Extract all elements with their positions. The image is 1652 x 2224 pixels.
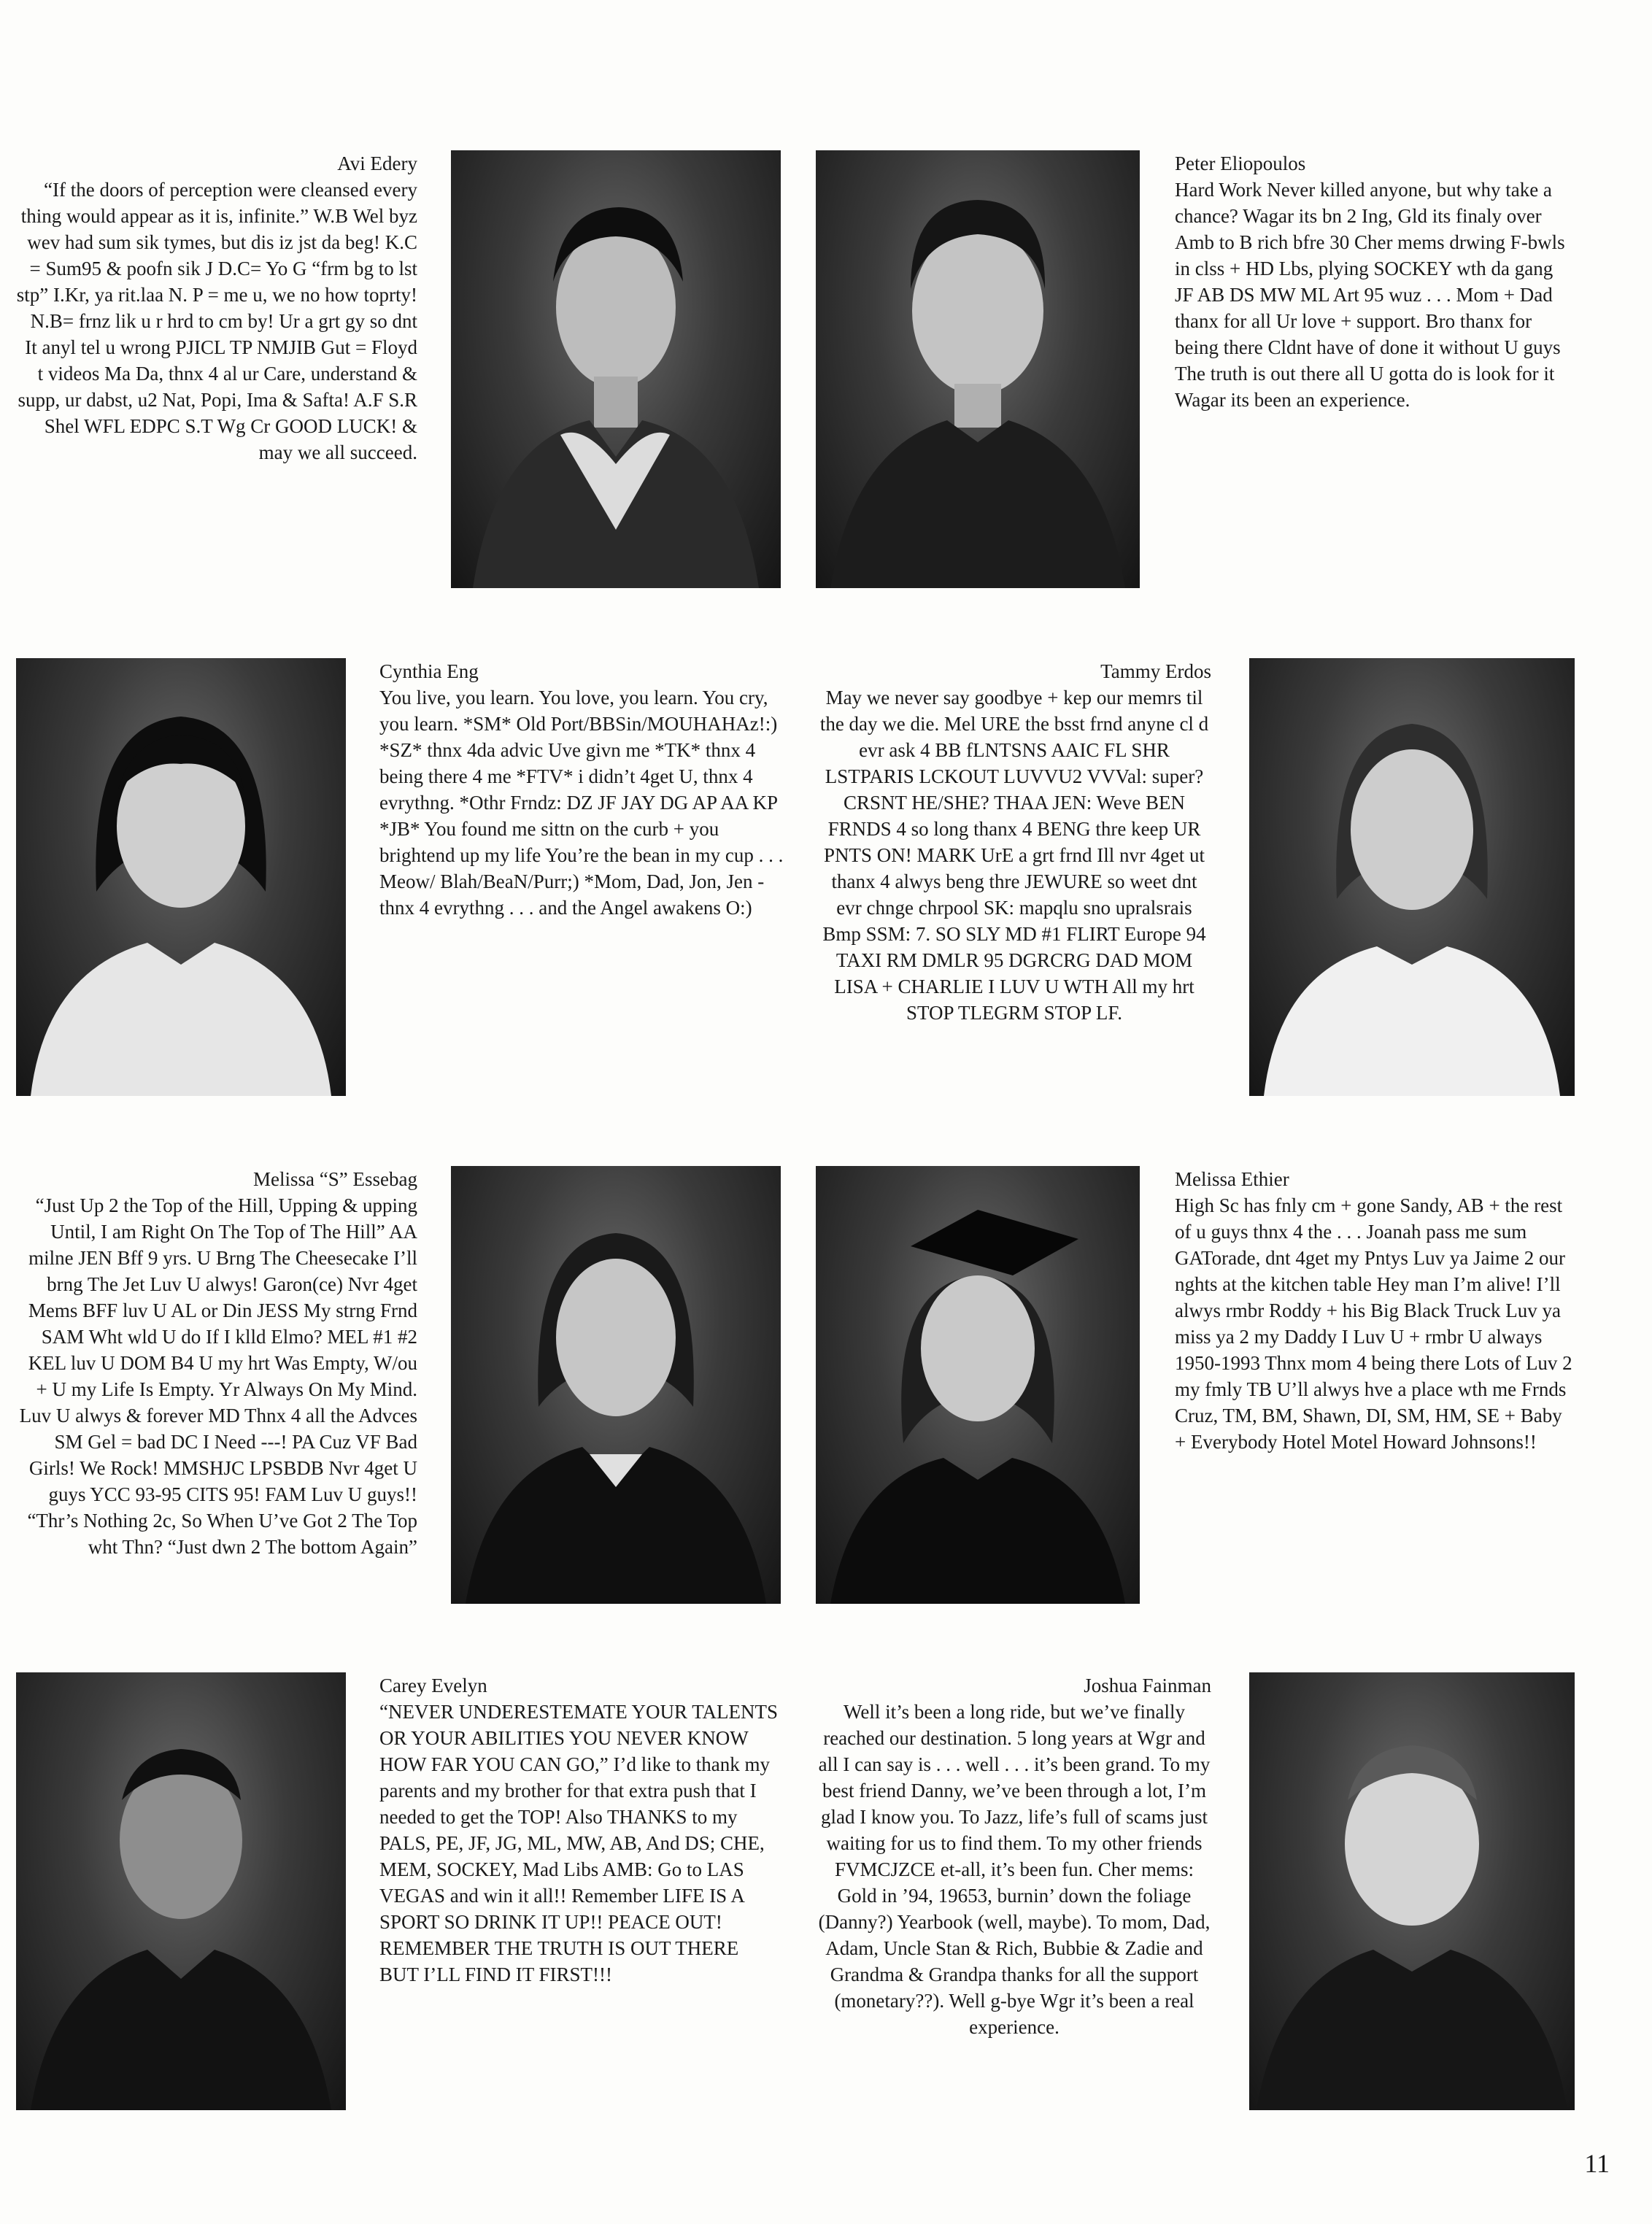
entry-carey-evelyn xyxy=(379,1672,781,1988)
student-message: “If the doors of perception were cleansed every thing would appear as it is, infinite.” W.B Wel byz wev had sum sik tymes, but dis iz jst da beg! K.C = Sum95 & poofn sik J D.C= Yo G “frm bg to lst stp” I.Kr, ya rit.laa N. P = me u, we no how toprty! N.B= frnz lik u r hrd to cm by! Ur a grt gy so dnt It anyl tel u wrong PJICL TP NMJIB Gut = Floyd t videos Ma Da, thnx 4 al ur Care, understand & supp, ur dabst, u2 Nat, Popi, Ima & Safta! A.F S.R Shel WFL EDPC S.T Wg Cr GOOD LUCK! & may we all succeed. xyxy=(16,179,417,463)
page-number: 11 xyxy=(1584,2149,1610,2178)
portrait-photo-peter-eliopoulos xyxy=(816,150,1140,588)
student-name: Peter Eliopoulos xyxy=(1175,152,1306,174)
student-message: You live, you learn. You love, you learn. You cry, you learn. *SM* Old Port/BBSin/MOUHAHAz!:) *SZ* thnx 4da advic Uve givn me *TK* thnx 4 being there 4 me *FTV* i didn’t 4get U, thnx 4 evrythng. *Othr Frndz: DZ JF JAY DG AP AA KP *JB* You found me sittn on the curb + you brightend up my life You’re the bean in my cup . . . Meow/ Blah/BeaN/Purr;) *Mom, Dad, Jon, Jen - thnx 4 evrythng . . . and the Angel awakens O:) xyxy=(379,687,784,919)
portrait-photo-melissa-essebag xyxy=(451,1166,781,1604)
student-name: Cynthia Eng xyxy=(379,660,479,682)
portrait-photo-avi-edery xyxy=(451,150,781,588)
student-message: Well it’s been a long ride, but we’ve finally reached our destination. 5 long years at Wgr and all I can say is . . . well . . . it’s been grand. To my best friend Danny, we’ve been through a lot, I’m glad I know you. To Jazz, life’s full of scams just waiting for us to find them. To my other friends FVMCJZCE et-all, it’s been fun. Cher mems: Gold in ’94, 19653, burnin’ down the foliage (Danny?) Yearbook (well, maybe). To mom, Dad, Adam, Uncle Stan & Rich, Bubbie & Zadie and Grandma & Grandpa thanks for all the support (monetary??). Well g-bye Wgr it’s been a real experience. xyxy=(818,1701,1211,2038)
entry-avi-edery xyxy=(16,150,417,466)
student-name: Avi Edery xyxy=(337,152,417,174)
student-message: High Sc has fnly cm + gone Sandy, AB + the rest of u guys thnx 4 the . . . Joanah pass me sum GATorade, dnt 4get my Pntys Luv ya Jaime 2 our nghts at the kitchen table Hey man I’m alive! I’ll alwys rmbr Roddy + his Big Black Truck Luv ya miss ya 2 my Daddy I Luv U + rmbr U always 1950-1993 Thnx mom 4 being there Lots of Luv 2 my fmly TB U’ll alwys hve a place wth me Frnds Cruz, TM, BM, Shawn, DI, SM, HM, SE + Baby + Everybody Hotel Motel Howard Johnsons!! xyxy=(1175,1194,1572,1453)
student-name: Melissa Ethier xyxy=(1175,1168,1289,1190)
student-name: Joshua Fainman xyxy=(1084,1675,1211,1696)
entry-peter-eliopoulos xyxy=(1175,150,1575,413)
entry-melissa-essebag xyxy=(16,1166,417,1560)
entry-tammy-erdos xyxy=(817,658,1211,1026)
portrait-photo-carey-evelyn xyxy=(16,1672,346,2110)
student-message: Hard Work Never killed anyone, but why take a chance? Wagar its bn 2 Ing, Gld its finaly over Amb to B rich bfre 30 Cher mems drwing F-bwls in clss + HD Lbs, plying SOCKEY wth da gang JF AB DS MW ML Art 95 wuz . . . Mom + Dad thanx for all Ur love + support. Bro thanx for being there Cldnt have of done it without U guys The truth is out there all U gotta do is look for it Wagar its been an experience. xyxy=(1175,179,1565,411)
student-message: “NEVER UNDERESTEMATE YOUR TALENTS OR YOUR ABILITIES YOU NEVER KNOW HOW FAR YOU CAN GO,” I’d like to thank my parents and my brother for that extra push that I needed to get the TOP! Also THANKS to my PALS, PE, JF, JG, ML, MW, AB, And DS; CHE, MEM, SOCKEY, Mad Libs AMB: Go to LAS VEGAS and win it all!! Remember LIFE IS A SPORT SO DRINK IT UP!! PEACE OUT! REMEMBER THE TRUTH IS OUT THERE BUT I’LL FIND IT FIRST!!! xyxy=(379,1701,779,1985)
student-message: “Just Up 2 the Top of the Hill, Upping & upping Until, I am Right On The Top of The Hill” AA milne JEN Bff 9 yrs. U Brng The Cheesecake I’ll brng The Jet Luv U alwys! Garon(ce) Nvr 4get Mems BFF luv U AL or Din JESS My strng Frnd SAM Wht wld U do If I klld Elmo? MEL #1 #2 KEL luv U DOM B4 U my hrt Was Empty, W/ou + U my Life Is Empty. Yr Always On My Mind. Luv U alwys & forever MD Thnx 4 all the Advces SM Gel = bad DC I Need ---! PA Cuz VF Bad Girls! We Rock! MMSHJC LPSBDB Nvr 4get U guys YCC 93-95 CITS 95! FAM Luv U guys!! “Thr’s Nothing 2c, So When U’ve Got 2 The Top wht Thn? “Just dwn 2 The bottom Again” xyxy=(19,1194,417,1558)
portrait-photo-melissa-ethier xyxy=(816,1166,1140,1604)
portrait-photo-cynthia-eng xyxy=(16,658,346,1096)
student-name: Carey Evelyn xyxy=(379,1675,487,1696)
student-name: Melissa “S” Essebag xyxy=(253,1168,417,1190)
student-message: May we never say goodbye + kep our memrs til the day we die. Mel URE the bsst frnd anyne cl d evr ask 4 BB fLNTSNS AAIC FL SHR LSTPARIS LCKOUT LUVVU2 VVVal: super? CRSNT HE/SHE? THAA JEN: Weve BEN FRNDS 4 so long thanx 4 BENG thre keep UR PNTS ON! MARK UrE a grt frnd Ill nvr 4get ut thanx 4 alwys beng thre JEWURE so weet dnt evr chnge chrpool SK: mapqlu sno upralsrais Bmp SSM: 7. SO SLY MD #1 FLIRT Europe 94 TAXI RM DMLR 95 DGRCRG DAD MOM LISA + CHARLIE I LUV U WTH All my hrt STOP TLEGRM STOP LF. xyxy=(819,687,1209,1024)
entry-cynthia-eng xyxy=(379,658,788,921)
entry-melissa-ethier xyxy=(1175,1166,1575,1455)
portrait-photo-tammy-erdos xyxy=(1249,658,1575,1096)
portrait-photo-joshua-fainman xyxy=(1249,1672,1575,2110)
student-name: Tammy Erdos xyxy=(1100,660,1211,682)
entry-joshua-fainman xyxy=(817,1672,1211,2040)
